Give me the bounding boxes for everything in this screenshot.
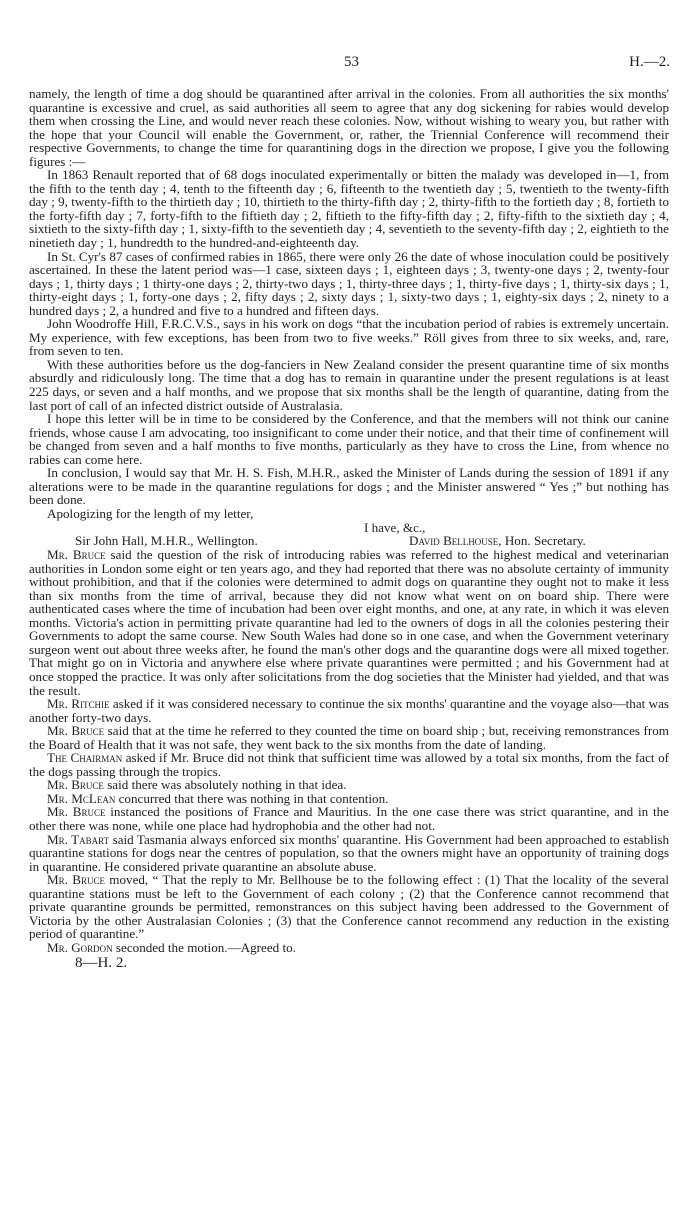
- speaker-name: Mr. Bruce: [47, 804, 106, 820]
- minute-entry: [29, 833, 669, 874]
- signature: [409, 534, 586, 548]
- paragraph: In St. Cyr's 87 cases of confirmed rabies in 1865, there were only 26 the date of whose inoculation could be positively ascertained. In these the latent period was—1 case, sixteen days ; 1, eighteen days ; 3, twenty-one days ; 2, twenty-four days ; 1, thirty days ; 1 thirty-one days ; 2, thirty-two days ; 1, thirty-three days ; 1, thirty-five days ; 1, thirty-six days ; 1, thirty-eight days ; 1, forty-one days ; 2, fifty days ; 2, sixty days ; 1, sixty-two days ; 1, eighty-six days ; 2, ninety to a hundred days ; 2, a hundred and five to a hundred and fifteen days.: [29, 248, 669, 318]
- paper-reference: H.—2.: [629, 54, 670, 70]
- minute-entry: [29, 941, 669, 955]
- paragraph: namely, the length of time a dog should be quarantined after arrival in the colonies. From all authorities the six months' quarantine is excessive and cruel, as said authorities all seem to agree that any dog sickening for rabies would develop them when crossing the Line, and would never reach these colonies. Now, without wishing to weary you, but rather with the hope that your Council will enable the Government, or, rather, the Triennial Conference will recommend their respective Governments, to change the time for quarantining dogs in the direction we propose, I give you the following figures :—: [29, 86, 669, 169]
- speaker-name: Mr. McLean: [47, 790, 116, 806]
- speaker-name: Mr. Bruce: [47, 777, 104, 793]
- minute-text: instanced the positions of France and Mauritius. In the one case there was strict quarantine, and in the other there was none, while one place had hydrophobia and the other had not.: [29, 804, 669, 833]
- letter-address-line: [29, 534, 669, 548]
- minute-entry: [29, 792, 669, 806]
- minute-entry: [29, 697, 669, 724]
- minute-text: said the question of the risk of introducing rabies was referred to the highest medical and veterinarian authorities in London some eight or ten years ago, and they had reported that there was no absolute certainty of immunity without prohibition, and that if the colonies were determined to admit dogs on quarantine they ought not to make it less than six months from the time of arrival, because they did not know what went on on board ship. There were authenticated cases where the time of incubation had been over eight months, and one, at any rate, in which it was eleven months. Victoria's action in permitting private quarantine had led to the owners of dogs in all the colonies pestering their Governments to adopt the same course. New South Wales had done so in one case, and when the Government veterinary surgeon went out about three weeks after, he found the man's other dogs and the quarantine dogs were all mixed together. That might go on in Victoria and anywhere else where private quarantines were permitted ; and his Government had at once stopped the practice. It was only after solicitations from the dog societies that the Minister had yielded, and that was the result.: [29, 547, 669, 698]
- speaker-name: Mr. Bruce: [47, 872, 105, 888]
- addressee: Sir John Hall, M.H.R., Wellington.: [75, 533, 258, 549]
- paragraph: I hope this letter will be in time to be considered by the Conference, and that the members will not think our canine friends, whose cause I am advocating, too insignificant to come under their notice, and that their time of confinement will be changed from seven and a half months to five months, particularly as they have to cross the Line, from whence no rabies can come here.: [29, 411, 669, 467]
- minute-entry: [29, 873, 669, 941]
- paragraph: In 1863 Renault reported that of 68 dogs inoculated experimentally or bitten the malady was developed in—1, from the fifth to the tenth day ; 4, tenth to the fifteenth day ; 6, fifteenth to the twentieth day ; 5, twentieth to the twenty-fifth day ; 9, twenty-fifth to the thirtieth day ; 10, thirtieth to the thirty-fifth day ; 2, thirty-fifth to the fortieth day ; 8, fortieth to the forty-fifth day ; 7, forty-fifth to the fiftieth day ; 2, fiftieth to the fifty-fifth day ; 2, fifty-fifth to the sixtieth day ; 4, sixtieth to the sixty-fifth day ; 1, sixty-fifth to the seventieth day ; 4, seventieth to the seventy-fifth day ; 2, eightieth to the ninetieth day ; 1, hundredth to the hundred-and-eighteenth day.: [29, 167, 669, 251]
- minute-entry: [29, 751, 669, 778]
- minute-text: said there was absolutely nothing in that idea.: [103, 777, 347, 793]
- minute-entry: [29, 805, 669, 832]
- body-text: [29, 87, 669, 971]
- speaker-name: Mr. Bruce: [47, 547, 106, 563]
- minute-text: said Tasmania always enforced six months' quarantine. His Government had been approached to establish quarantine stations for dogs near the centres of population, so that the owners might have an opportunity of training dogs in quarantine. He considered private quarantine an absolute abuse.: [29, 831, 669, 874]
- signature-mark: 8—H. 2.: [75, 955, 128, 972]
- speaker-name: The Chairman: [47, 750, 123, 766]
- minute-text: asked if it was considered necessary to continue the six months' quarantine and the voyage also—that was another forty-two days.: [29, 696, 670, 725]
- minute-entry: [29, 724, 669, 751]
- minute-text: asked if Mr. Bruce did not think that sufficient time was allowed by a total six months, from the fact of the dogs passing through the tropics.: [29, 750, 669, 779]
- page-number: 53: [344, 54, 359, 70]
- paragraph: In conclusion, I would say that Mr. H. S. Fish, M.H.R., asked the Minister of Lands during the session of 1891 if any alterations were to be made in the quarantine regulations for dogs ; and the Minister answered “ Yes ;” but nothing has been done.: [29, 465, 669, 508]
- minute-entry: [29, 778, 669, 792]
- speaker-name: Mr. Ritchie: [47, 696, 110, 712]
- page-header: [0, 54, 700, 74]
- signatory-title: , Hon. Secretary.: [498, 533, 586, 549]
- minute-text: seconded the motion.—Agreed to.: [112, 939, 296, 955]
- minute-text: concurred that there was nothing in that contention.: [115, 790, 389, 806]
- minute-entry: [29, 548, 669, 697]
- speaker-name: Mr. Gordon: [47, 939, 113, 955]
- minute-text: said that at the time he referred to they counted the time on board ship ; but, receiving remonstrances from the Board of Health that it was not safe, they went back to the six months from the date of landing.: [29, 723, 669, 752]
- paragraph: Apologizing for the length of my letter,: [47, 505, 254, 521]
- speaker-name: Mr. Bruce: [47, 723, 105, 739]
- paragraph: With these authorities before us the dog-fanciers in New Zealand consider the present quarantine time of six months absurdly and ridiculously long. The time that a dog has to remain in quarantine under the present regulations is at least 225 days, or seven and a half months, and we propose that six months shall be the length of quarantine, dating from the last port of call of an infected district outside of Australasia.: [29, 356, 669, 413]
- paragraph: John Woodroffe Hill, F.R.C.V.S., says in his work on dogs “that the incubation period of rabies is extremely uncertain. My experience, with few exceptions, has been from two to five weeks.” Röll gives from three to six weeks, and, rare, from seven to ten.: [29, 316, 669, 359]
- signatory-name: David Bellhouse: [409, 533, 499, 549]
- speaker-name: Mr. Tabart: [47, 831, 110, 847]
- minute-text: moved, “ That the reply to Mr. Bellhouse be to the following effect : (1) That the locality of the several quarantine stations must be left to the Government of each colony ; (2) that the Conference cannot recommend that private quarantine grounds be permitted, remonstrances on this subject having been addressed to the Government of Victoria by the other Australasian Colonies ; (3) that the Conference cannot recommend any reduction in the existing period of quarantine.”: [29, 872, 669, 942]
- letter-closing: I have, &c.,: [364, 519, 426, 535]
